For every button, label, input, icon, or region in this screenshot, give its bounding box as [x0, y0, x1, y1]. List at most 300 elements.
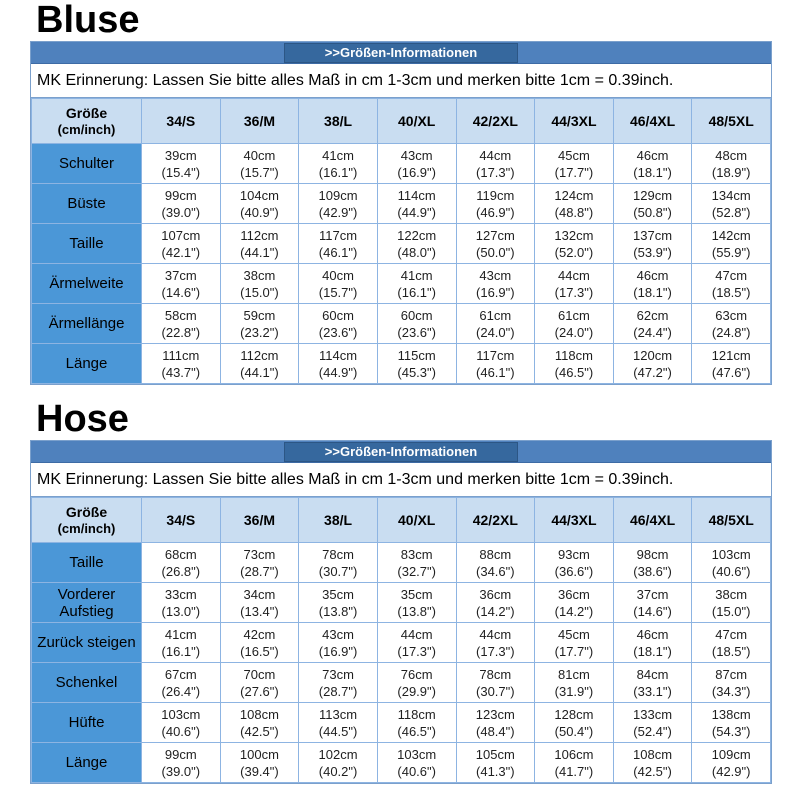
measurement-cell — [377, 264, 456, 304]
measurement-cell — [220, 304, 299, 344]
measurement-cell — [220, 623, 299, 663]
value-cm: 134cm — [711, 187, 751, 203]
measurement-cell — [456, 184, 535, 224]
measurement-cell — [299, 144, 378, 184]
value-cm: 112cm — [240, 347, 279, 363]
measurement-cell — [377, 663, 456, 703]
value-cm: 58cm — [164, 307, 197, 323]
measurement-cell — [456, 264, 535, 304]
value-inch: (44.9") — [318, 364, 358, 380]
row-label: Ärmelweite — [32, 264, 142, 304]
value-inch: (34.3") — [711, 683, 751, 699]
value-inch: (42.1") — [161, 244, 201, 260]
value-cm: 88cm — [479, 546, 512, 562]
measurement-cell — [613, 623, 692, 663]
corner-header — [32, 498, 142, 543]
value-inch: (46.1") — [476, 364, 515, 380]
measurement-cell — [692, 224, 771, 264]
value-cm: 62cm — [636, 307, 669, 323]
measurement-cell — [377, 184, 456, 224]
measurement-cell — [142, 224, 221, 264]
value-inch: (34.6") — [476, 563, 515, 579]
value-inch: (28.7") — [318, 683, 358, 699]
measurement-cell — [142, 743, 221, 783]
measurement-cell — [377, 623, 456, 663]
header-row — [32, 498, 771, 543]
value-inch: (52.8") — [711, 204, 751, 220]
table-row — [32, 543, 771, 583]
value-cm: 81cm — [558, 666, 590, 682]
value-inch: (45.3") — [397, 364, 436, 380]
value-cm: 99cm — [164, 746, 197, 762]
value-cm: 114cm — [319, 347, 358, 363]
value-inch: (55.9") — [711, 244, 751, 260]
table-row — [32, 743, 771, 783]
value-cm: 87cm — [715, 666, 748, 682]
value-inch: (16.1") — [397, 284, 436, 300]
value-inch: (36.6") — [554, 563, 594, 579]
value-inch: (44.1") — [240, 244, 279, 260]
value-cm: 109cm — [711, 746, 751, 762]
value-cm: 46cm — [636, 626, 669, 642]
value-inch: (30.7") — [476, 683, 515, 699]
value-inch: (23.6") — [318, 324, 358, 340]
value-inch: (26.8") — [161, 563, 201, 579]
value-cm: 103cm — [711, 546, 751, 562]
measurement-cell — [613, 583, 692, 623]
value-inch: (30.7") — [318, 563, 358, 579]
value-inch: (42.9") — [711, 763, 751, 779]
banner-title: >>Größen-Informationen — [284, 442, 518, 462]
value-cm: 78cm — [479, 666, 512, 682]
value-inch: (18.5") — [711, 284, 751, 300]
size-header: 46/4XL — [613, 99, 692, 144]
value-cm: 40cm — [322, 267, 354, 283]
measurement-cell — [220, 543, 299, 583]
value-cm: 107cm — [161, 227, 201, 243]
value-cm: 103cm — [161, 706, 201, 722]
measurement-cell — [613, 144, 692, 184]
size-header: 34/S — [142, 498, 221, 543]
value-inch: (24.0") — [476, 324, 515, 340]
value-cm: 114cm — [397, 187, 436, 203]
measurement-cell — [456, 543, 535, 583]
table-row — [32, 304, 771, 344]
measurement-cell — [692, 543, 771, 583]
header-row — [32, 99, 771, 144]
size-header: 40/XL — [377, 99, 456, 144]
table-row — [32, 583, 771, 623]
value-inch: (41.7") — [554, 763, 594, 779]
value-inch: (13.8") — [397, 603, 436, 619]
measurement-cell — [613, 304, 692, 344]
value-inch: (16.5") — [240, 643, 279, 659]
value-cm: 37cm — [164, 267, 197, 283]
measurement-cell — [299, 224, 378, 264]
table-row — [32, 703, 771, 743]
measurement-cell — [142, 583, 221, 623]
measurement-cell — [220, 264, 299, 304]
value-inch: (53.9") — [633, 244, 672, 260]
measurement-cell — [613, 344, 692, 384]
value-cm: 137cm — [633, 227, 673, 243]
value-cm: 35cm — [322, 586, 354, 602]
value-cm: 36cm — [558, 586, 590, 602]
value-cm: 118cm — [397, 706, 436, 722]
value-cm: 41cm — [322, 147, 354, 163]
size-header: 36/M — [220, 99, 299, 144]
size-header: 44/3XL — [535, 498, 614, 543]
value-inch: (41.3") — [476, 763, 515, 779]
measurement-cell — [299, 264, 378, 304]
value-inch: (40.6") — [711, 563, 751, 579]
measurement-cell — [535, 623, 614, 663]
value-inch: (40.6") — [161, 723, 201, 739]
table-row — [32, 344, 771, 384]
measurement-cell — [377, 743, 456, 783]
measurement-cell — [377, 304, 456, 344]
table-banner — [31, 441, 771, 463]
value-cm: 61cm — [479, 307, 512, 323]
hose-section — [0, 399, 800, 784]
value-cm: 46cm — [636, 147, 669, 163]
value-cm: 63cm — [715, 307, 748, 323]
value-cm: 106cm — [554, 746, 594, 762]
measurement-cell — [220, 184, 299, 224]
value-inch: (13.8") — [318, 603, 358, 619]
value-cm: 44cm — [479, 626, 512, 642]
measurement-cell — [692, 304, 771, 344]
value-cm: 117cm — [319, 227, 358, 243]
measurement-cell — [456, 344, 535, 384]
measurement-cell — [613, 184, 692, 224]
measure-note: MK Erinnerung: Lassen Sie bitte alles Maß in cm 1-3cm und merken bitte 1cm = 0.39inch. — [31, 64, 771, 98]
value-inch: (24.0") — [554, 324, 594, 340]
measurement-cell — [377, 543, 456, 583]
size-grid — [31, 497, 771, 783]
value-cm: 100cm — [239, 746, 279, 762]
measurement-cell — [142, 344, 221, 384]
value-inch: (32.7") — [397, 563, 436, 579]
value-cm: 67cm — [164, 666, 197, 682]
measurement-cell — [220, 703, 299, 743]
value-cm: 40cm — [243, 147, 276, 163]
value-cm: 78cm — [322, 546, 354, 562]
value-cm: 36cm — [479, 586, 512, 602]
size-header: 34/S — [142, 99, 221, 144]
row-label: Büste — [32, 184, 142, 224]
corner-header — [32, 99, 142, 144]
value-cm: 48cm — [715, 147, 748, 163]
measurement-cell — [142, 144, 221, 184]
table-row — [32, 264, 771, 304]
measurement-cell — [456, 144, 535, 184]
measurement-cell — [456, 304, 535, 344]
measurement-cell — [613, 264, 692, 304]
measurement-cell — [613, 663, 692, 703]
value-inch: (17.3") — [397, 643, 436, 659]
measurement-cell — [535, 264, 614, 304]
value-inch: (16.9") — [397, 164, 436, 180]
value-inch: (47.2") — [633, 364, 672, 380]
value-cm: 118cm — [554, 347, 593, 363]
value-inch: (14.2") — [476, 603, 515, 619]
measurement-cell — [299, 623, 378, 663]
value-inch: (29.9") — [397, 683, 436, 699]
measurement-cell — [299, 304, 378, 344]
value-cm: 47cm — [715, 626, 748, 642]
measurement-cell — [535, 743, 614, 783]
value-cm: 127cm — [475, 227, 515, 243]
size-header: 40/XL — [377, 498, 456, 543]
measurement-cell — [692, 663, 771, 703]
value-inch: (14.6") — [161, 284, 201, 300]
value-cm: 38cm — [715, 586, 748, 602]
measurement-cell — [535, 663, 614, 703]
value-cm: 123cm — [475, 706, 515, 722]
value-cm: 113cm — [319, 706, 358, 722]
value-inch: (28.7") — [240, 563, 279, 579]
measurement-cell — [613, 224, 692, 264]
value-inch: (43.7") — [161, 364, 201, 380]
value-inch: (13.0") — [161, 603, 201, 619]
value-cm: 68cm — [164, 546, 197, 562]
value-cm: 44cm — [479, 147, 512, 163]
value-cm: 61cm — [558, 307, 590, 323]
corner-line2: (cm/inch) — [57, 122, 116, 137]
measurement-cell — [692, 264, 771, 304]
value-inch: (16.9") — [476, 284, 515, 300]
value-inch: (18.5") — [711, 643, 751, 659]
size-header: 42/2XL — [456, 498, 535, 543]
value-inch: (17.3") — [554, 284, 594, 300]
row-label: Schenkel — [32, 663, 142, 703]
bluse-section — [0, 0, 800, 385]
measurement-cell — [456, 224, 535, 264]
measurement-cell — [535, 304, 614, 344]
measurement-cell — [299, 344, 378, 384]
value-inch: (31.9") — [554, 683, 594, 699]
value-cm: 108cm — [239, 706, 279, 722]
hose-title: Hose — [36, 398, 129, 440]
value-cm: 38cm — [243, 267, 276, 283]
value-cm: 37cm — [636, 586, 669, 602]
value-cm: 73cm — [322, 666, 354, 682]
value-inch: (15.7") — [240, 164, 279, 180]
value-inch: (50.8") — [633, 204, 672, 220]
value-cm: 84cm — [636, 666, 669, 682]
table-row — [32, 224, 771, 264]
banner-title: >>Größen-Informationen — [284, 43, 518, 63]
value-cm: 43cm — [322, 626, 354, 642]
value-cm: 47cm — [715, 267, 748, 283]
value-cm: 41cm — [164, 626, 197, 642]
measurement-cell — [535, 224, 614, 264]
measurement-cell — [456, 663, 535, 703]
value-inch: (27.6") — [240, 683, 279, 699]
size-header: 44/3XL — [535, 99, 614, 144]
measurement-cell — [142, 543, 221, 583]
value-cm: 93cm — [558, 546, 590, 562]
value-cm: 103cm — [397, 746, 437, 762]
value-cm: 112cm — [240, 227, 279, 243]
table-row — [32, 623, 771, 663]
value-inch: (39.4") — [240, 763, 279, 779]
value-inch: (16.9") — [318, 643, 358, 659]
hose-size-table — [30, 440, 772, 784]
bluse-title: Bluse — [36, 0, 140, 41]
measurement-cell — [220, 583, 299, 623]
measurement-cell — [692, 623, 771, 663]
value-inch: (33.1") — [633, 683, 672, 699]
value-cm: 121cm — [711, 347, 751, 363]
value-cm: 108cm — [633, 746, 673, 762]
measurement-cell — [535, 583, 614, 623]
measurement-cell — [299, 703, 378, 743]
value-cm: 120cm — [633, 347, 673, 363]
value-cm: 98cm — [636, 546, 669, 562]
corner-line1: Größe — [65, 105, 108, 121]
value-inch: (44.1") — [240, 364, 279, 380]
row-label: Zurück steigen — [32, 623, 142, 663]
value-inch: (47.6") — [711, 364, 751, 380]
value-inch: (50.4") — [554, 723, 594, 739]
measurement-cell — [377, 344, 456, 384]
value-cm: 35cm — [400, 586, 433, 602]
value-inch: (46.9") — [476, 204, 515, 220]
row-label: Länge — [32, 344, 142, 384]
value-cm: 76cm — [400, 666, 433, 682]
value-inch: (46.5") — [554, 364, 594, 380]
measurement-cell — [692, 144, 771, 184]
value-cm: 59cm — [243, 307, 276, 323]
size-header: 38/L — [299, 99, 378, 144]
value-cm: 45cm — [558, 147, 590, 163]
value-inch: (15.4") — [161, 164, 201, 180]
value-inch: (39.0") — [161, 204, 201, 220]
value-inch: (17.7") — [554, 643, 594, 659]
value-cm: 45cm — [558, 626, 590, 642]
value-inch: (50.0") — [476, 244, 515, 260]
value-cm: 133cm — [633, 706, 673, 722]
value-inch: (18.1") — [633, 164, 672, 180]
measurement-cell — [299, 583, 378, 623]
value-cm: 34cm — [243, 586, 276, 602]
value-inch: (40.9") — [240, 204, 279, 220]
value-cm: 60cm — [400, 307, 433, 323]
measurement-cell — [220, 144, 299, 184]
size-grid — [31, 98, 771, 384]
row-label: Ärmellänge — [32, 304, 142, 344]
value-inch: (52.4") — [633, 723, 672, 739]
value-inch: (54.3") — [711, 723, 751, 739]
value-inch: (46.1") — [318, 244, 358, 260]
value-inch: (15.0") — [711, 603, 751, 619]
measurement-cell — [299, 543, 378, 583]
table-row — [32, 184, 771, 224]
size-header: 48/5XL — [692, 498, 771, 543]
value-inch: (39.0") — [161, 763, 201, 779]
value-inch: (48.4") — [476, 723, 515, 739]
value-cm: 124cm — [554, 187, 594, 203]
value-inch: (16.1") — [161, 643, 201, 659]
value-cm: 102cm — [318, 746, 358, 762]
measurement-cell — [535, 703, 614, 743]
measurement-cell — [535, 144, 614, 184]
measurement-cell — [220, 224, 299, 264]
measurement-cell — [456, 623, 535, 663]
measurement-cell — [299, 743, 378, 783]
value-inch: (13.4") — [240, 603, 279, 619]
value-inch: (42.5") — [633, 763, 672, 779]
value-cm: 44cm — [400, 626, 433, 642]
value-cm: 70cm — [243, 666, 276, 682]
value-inch: (23.2") — [240, 324, 279, 340]
value-inch: (46.5") — [397, 723, 436, 739]
value-inch: (17.3") — [476, 643, 515, 659]
value-inch: (22.8") — [161, 324, 201, 340]
value-cm: 73cm — [243, 546, 276, 562]
value-inch: (42.5") — [240, 723, 279, 739]
measurement-cell — [535, 344, 614, 384]
measure-note: MK Erinnerung: Lassen Sie bitte alles Maß in cm 1-3cm und merken bitte 1cm = 0.39inch. — [31, 463, 771, 497]
size-header: 38/L — [299, 498, 378, 543]
size-header: 46/4XL — [613, 498, 692, 543]
value-inch: (15.0") — [240, 284, 279, 300]
size-header: 36/M — [220, 498, 299, 543]
value-cm: 39cm — [164, 147, 197, 163]
value-inch: (23.6") — [397, 324, 436, 340]
corner-line2: (cm/inch) — [57, 521, 116, 536]
value-cm: 122cm — [397, 227, 437, 243]
measurement-cell — [456, 583, 535, 623]
value-cm: 115cm — [397, 347, 436, 363]
value-cm: 44cm — [558, 267, 590, 283]
measurement-cell — [692, 743, 771, 783]
measurement-cell — [692, 184, 771, 224]
value-cm: 33cm — [164, 586, 197, 602]
value-inch: (18.1") — [633, 284, 672, 300]
value-inch: (24.4") — [633, 324, 672, 340]
value-inch: (48.8") — [554, 204, 594, 220]
value-inch: (16.1") — [318, 164, 358, 180]
value-cm: 117cm — [476, 347, 515, 363]
value-cm: 46cm — [636, 267, 669, 283]
measurement-cell — [613, 703, 692, 743]
measurement-cell — [377, 703, 456, 743]
measurement-cell — [535, 184, 614, 224]
value-inch: (48.0") — [397, 244, 436, 260]
value-cm: 99cm — [164, 187, 197, 203]
measurement-cell — [142, 703, 221, 743]
value-cm: 60cm — [322, 307, 354, 323]
value-inch: (18.9") — [711, 164, 751, 180]
value-inch: (42.9") — [318, 204, 358, 220]
value-inch: (14.2") — [554, 603, 594, 619]
measurement-cell — [535, 543, 614, 583]
measurement-cell — [692, 703, 771, 743]
measurement-cell — [692, 583, 771, 623]
value-cm: 83cm — [400, 546, 433, 562]
measurement-cell — [299, 184, 378, 224]
bluse-size-table — [30, 41, 772, 385]
value-inch: (44.9") — [397, 204, 436, 220]
measurement-cell — [142, 264, 221, 304]
table-row — [32, 663, 771, 703]
value-cm: 142cm — [711, 227, 751, 243]
size-header: 48/5XL — [692, 99, 771, 144]
row-label: Schulter — [32, 144, 142, 184]
